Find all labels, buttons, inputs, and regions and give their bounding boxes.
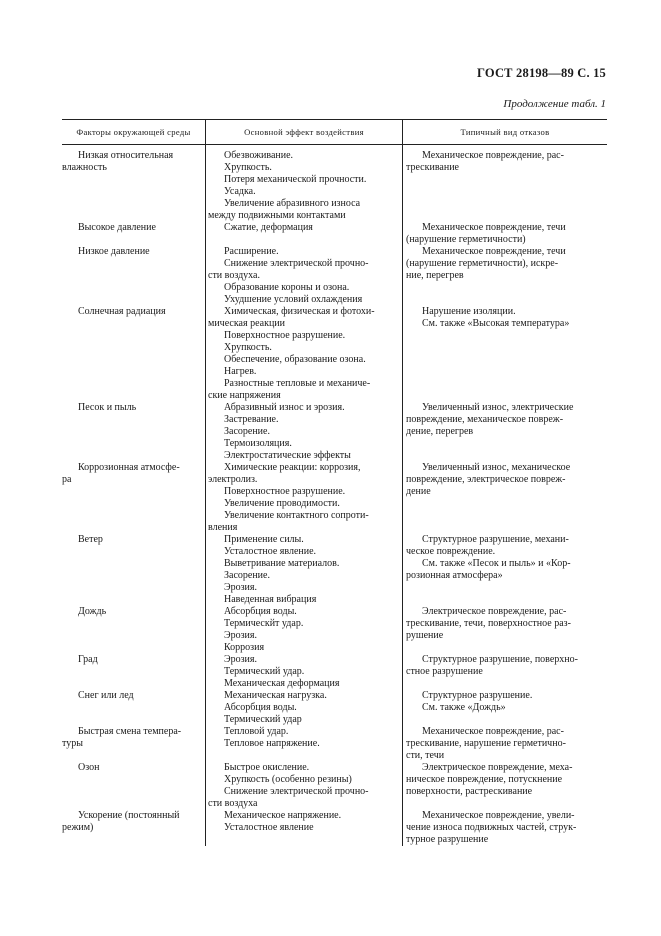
effect-text: Обеспечение, образование озона. (224, 354, 366, 365)
effect-text: вления (208, 522, 238, 533)
factor-cell (62, 810, 205, 846)
factor-text: ра (62, 474, 72, 485)
column-header-factors: Факторы окружающей среды (76, 127, 191, 137)
effect-entry (208, 198, 398, 222)
failure-text: трескивание (406, 162, 459, 173)
factor-text: туры (62, 738, 83, 749)
effect-text: Тепловое напряжение. (224, 738, 320, 749)
failure-text: (нарушение герметичности) (406, 234, 526, 245)
failure-entry (406, 222, 605, 246)
effect-entry (208, 654, 398, 666)
factor-text: Ветер (78, 534, 103, 545)
effect-cell (205, 654, 402, 690)
effect-cell (205, 810, 402, 846)
table-row (62, 462, 607, 534)
effect-text: сти воздуха (208, 798, 258, 809)
failure-entry (406, 606, 605, 642)
failure-text: Электрическое повреждение, рас- (422, 606, 567, 617)
column-header-effects: Основной эффект воздействия (205, 120, 402, 144)
failure-text: Механическое повреждение, течи (422, 246, 566, 257)
effect-text: Увеличение проводимости. (224, 498, 340, 509)
effect-entry (208, 570, 398, 582)
table-row (62, 810, 607, 846)
failure-text: стное разрушение (406, 666, 483, 677)
effect-text: Снижение электрической прочно- (224, 786, 369, 797)
failure-text: трескивание, нарушение герметично- (406, 738, 566, 749)
effect-text: Сжатие, деформация (224, 222, 313, 233)
effect-entry (208, 486, 398, 498)
failure-text: чение износа подвижных частей, струк- (406, 822, 577, 833)
effect-text: Усталостное явление. (224, 546, 317, 557)
factor-text: Низкое давление (78, 246, 150, 257)
effect-cell (205, 534, 402, 606)
effect-entry (208, 594, 398, 606)
factor-text: Песок и пыль (78, 402, 137, 413)
factor-cell (62, 690, 205, 726)
failure-entry (406, 654, 605, 678)
effect-entry (208, 630, 398, 642)
failure-entry (406, 534, 605, 558)
failure-cell (402, 762, 607, 810)
failure-text: трескивание, течи, поверхностное раз- (406, 618, 571, 629)
effect-text: Обезвоживание. (224, 150, 294, 161)
effect-cell (205, 462, 402, 534)
failure-text: повреждение, электрическое повреж- (406, 474, 566, 485)
factor-text: Снег или лед (78, 690, 134, 701)
table-row (62, 246, 607, 306)
effect-text: Термоизоляция. (224, 438, 292, 449)
table-row (62, 402, 607, 462)
effect-text: Химические реакции: коррозия, (224, 462, 361, 473)
effect-cell (205, 246, 402, 306)
effect-entry (208, 618, 398, 630)
effect-entry (208, 426, 398, 438)
effect-entry (208, 810, 398, 822)
effect-entry (208, 186, 398, 198)
table-caption: Продолжение табл. 1 (503, 98, 606, 110)
factor-text: Дождь (78, 606, 107, 617)
effect-text: Хрупкость. (224, 342, 272, 353)
failure-cell (402, 462, 607, 534)
failure-text: См. также «Высокая температура» (422, 318, 570, 329)
effect-text: между подвижными контактами (208, 210, 346, 221)
factor-cell (62, 762, 205, 810)
effect-text: Разностные тепловые и механиче- (224, 378, 371, 389)
effect-cell (205, 606, 402, 654)
effect-text: электролиз. (208, 474, 258, 485)
failure-text: Структурное разрушение, поверхно- (422, 654, 578, 665)
factor-text: Высокое давление (78, 222, 156, 233)
effect-text: Увеличение абразивного износа (224, 198, 361, 209)
failure-cell (402, 402, 607, 462)
effect-entry (208, 306, 398, 330)
effect-text: Хрупкость (особенно резины) (224, 774, 352, 785)
effect-entry (208, 534, 398, 546)
failure-text: сти, течи (406, 750, 445, 761)
effect-text: Механическая нагрузка. (224, 690, 327, 701)
effect-text: Усталостное явление (224, 822, 314, 833)
effect-entry (208, 366, 398, 378)
effect-cell (205, 762, 402, 810)
failure-cell (402, 534, 607, 606)
effect-text: Тепловой удар. (224, 726, 289, 737)
failure-text: турное разрушение (406, 834, 489, 845)
effect-entry (208, 354, 398, 366)
failure-cell (402, 654, 607, 690)
effect-text: Механическая деформация (224, 678, 340, 689)
effect-text: Засорение. (224, 570, 270, 581)
failure-cell (402, 150, 607, 222)
failure-text: (нарушение герметичности), искре- (406, 258, 559, 269)
factor-cell (62, 306, 205, 402)
failure-text: дение, перегрев (406, 426, 474, 437)
table-header-row (62, 119, 607, 145)
effect-entry (208, 342, 398, 354)
failure-cell (402, 222, 607, 246)
effect-text: Применение силы. (224, 534, 304, 545)
failure-text: ническое повреждение, потускнение (406, 774, 563, 785)
factor-text: Быстрая смена темпера- (78, 726, 182, 737)
effect-entry (208, 678, 398, 690)
effect-text: Усадка. (224, 186, 256, 197)
failure-entry (406, 318, 605, 330)
failure-entry (406, 306, 605, 318)
factor-cell (62, 726, 205, 762)
failure-text: Механическое повреждение, рас- (422, 726, 564, 737)
table-row (62, 534, 607, 606)
factor-text: Град (78, 654, 98, 665)
effect-entry (208, 498, 398, 510)
factor-cell (62, 222, 205, 246)
failure-cell (402, 726, 607, 762)
effect-entry (208, 666, 398, 678)
failure-text: Увеличенный износ, механическое (422, 462, 571, 473)
failure-entry (406, 558, 605, 582)
effect-text: Эрозия. (224, 630, 258, 641)
factor-text: Ускорение (постоянный (78, 810, 180, 821)
effect-entry (208, 282, 398, 294)
factor-text: Низкая относительная (78, 150, 174, 161)
effect-text: Поверхностное разрушение. (224, 486, 346, 497)
factor-cell (62, 246, 205, 306)
failure-entry (406, 726, 605, 762)
effect-text: Электростатические эффекты (224, 450, 351, 461)
effect-text: сти воздуха. (208, 270, 260, 281)
effect-entry (208, 702, 398, 714)
effect-text: Снижение электрической прочно- (224, 258, 369, 269)
effect-entry (208, 642, 398, 654)
effect-text: Ухудшение условий охлаждения (224, 294, 363, 305)
failure-entry (406, 246, 605, 282)
factor-text: Коррозионная атмосфе- (78, 462, 180, 473)
table-row (62, 222, 607, 246)
effect-entry (208, 330, 398, 342)
failure-text: См. также «Песок и пыль» и «Кор- (422, 558, 571, 569)
table-row (62, 306, 607, 402)
failure-entry (406, 810, 605, 846)
failure-entry (406, 402, 605, 438)
failure-cell (402, 810, 607, 846)
effect-text: Выветривание материалов. (224, 558, 340, 569)
failure-text: Механическое повреждение, рас- (422, 150, 564, 161)
effect-entry (208, 714, 398, 726)
factor-cell (62, 606, 205, 654)
factor-cell (62, 534, 205, 606)
failure-entry (406, 702, 605, 714)
failure-text: повреждение, механическое повреж- (406, 414, 564, 425)
factor-cell (62, 654, 205, 690)
effect-text: Абсорбция воды. (224, 606, 297, 617)
effect-entry (208, 174, 398, 186)
failure-entry (406, 150, 605, 174)
table-body (62, 150, 607, 846)
failure-text: Структурное разрушение. (422, 690, 533, 701)
effect-text: мическая реакции (208, 318, 285, 329)
failure-text: розионная атмосфера» (406, 570, 503, 581)
factor-cell (62, 462, 205, 534)
table-row (62, 654, 607, 690)
effect-text: Наведенная вибрация (224, 594, 317, 605)
factor-text: Озон (78, 762, 100, 773)
factors-table (62, 119, 607, 846)
failure-text: Структурное разрушение, механи- (422, 534, 569, 545)
failure-text: ние, перегрев (406, 270, 464, 281)
effect-entry (208, 774, 398, 786)
effect-text: Химическая, физическая и фотохи- (224, 306, 375, 317)
failure-text: рушение (406, 630, 444, 641)
effect-entry (208, 546, 398, 558)
effect-entry (208, 822, 398, 834)
failure-text: Нарушение изоляции. (422, 306, 516, 317)
effect-text: Поверхностное разрушение. (224, 330, 346, 341)
effect-entry (208, 450, 398, 462)
effect-entry (208, 378, 398, 402)
effect-text: Застревание. (224, 414, 279, 425)
failure-cell (402, 246, 607, 306)
failure-text: Электрическое повреждение, меха- (422, 762, 573, 773)
factor-text: режим) (62, 822, 94, 833)
effect-entry (208, 414, 398, 426)
failure-text: дение (406, 486, 431, 497)
effect-entry (208, 294, 398, 306)
failure-cell (402, 306, 607, 402)
table-row (62, 762, 607, 810)
effect-text: Хрупкость. (224, 162, 272, 173)
effect-entry (208, 150, 398, 162)
effect-cell (205, 690, 402, 726)
effect-text: Нагрев. (224, 366, 257, 377)
effect-text: Быстрое окисление. (224, 762, 310, 773)
effect-text: Механическое напряжение. (224, 810, 342, 821)
effect-entry (208, 438, 398, 450)
effect-entry (208, 738, 398, 750)
effect-entry (208, 582, 398, 594)
effect-entry (208, 786, 398, 810)
effect-entry (208, 606, 398, 618)
column-header-failures: Типичный вид отказов (402, 120, 607, 144)
table-row (62, 150, 607, 222)
failure-cell (402, 690, 607, 726)
table-row (62, 606, 607, 654)
effect-entry (208, 762, 398, 774)
effect-text: Абсорбция воды. (224, 702, 297, 713)
effect-text: Засорение. (224, 426, 270, 437)
effect-text: Термический удар (224, 714, 302, 725)
failure-text: Механическое повреждение, течи (422, 222, 566, 233)
effect-entry (208, 222, 398, 234)
factor-text: Солнечная радиация (78, 306, 166, 317)
effect-entry (208, 162, 398, 174)
failure-text: ческое повреждение. (406, 546, 496, 557)
failure-text: Увеличенный износ, электрические (422, 402, 574, 413)
factor-text: влажность (62, 162, 107, 173)
page-header: ГОСТ 28198—89 С. 15 (477, 66, 606, 80)
effect-text: Потеря механической прочности. (224, 174, 367, 185)
table-row (62, 690, 607, 726)
failure-text: Механическое повреждение, увели- (422, 810, 575, 821)
effect-entry (208, 690, 398, 702)
effect-entry (208, 258, 398, 282)
effect-entry (208, 726, 398, 738)
failure-cell (402, 606, 607, 654)
effect-entry (208, 402, 398, 414)
failure-entry (406, 690, 605, 702)
effect-text: ские напряжения (208, 390, 281, 401)
effect-text: Коррозия (224, 642, 265, 653)
effect-text: Термическйт удар. (224, 618, 304, 629)
table-row (62, 726, 607, 762)
effect-entry (208, 510, 398, 534)
failure-entry (406, 762, 605, 798)
effect-cell (205, 150, 402, 222)
effect-cell (205, 306, 402, 402)
factor-cell (62, 402, 205, 462)
effect-cell (205, 402, 402, 462)
effect-text: Образование короны и озона. (224, 282, 350, 293)
effect-text: Увеличение контактного сопроти- (224, 510, 369, 521)
failure-text: См. также «Дождь» (422, 702, 506, 713)
effect-text: Расширение. (224, 246, 279, 257)
failure-entry (406, 462, 605, 498)
effect-entry (208, 558, 398, 570)
factor-cell (62, 150, 205, 222)
effect-text: Абразивный износ и эрозия. (224, 402, 345, 413)
effect-entry (208, 246, 398, 258)
failure-text: поверхности, растрескивание (406, 786, 533, 797)
effect-text: Термический удар. (224, 666, 305, 677)
effect-cell (205, 726, 402, 762)
effect-entry (208, 462, 398, 486)
effect-text: Эрозия. (224, 582, 258, 593)
effect-cell (205, 222, 402, 246)
effect-text: Эрозия. (224, 654, 258, 665)
